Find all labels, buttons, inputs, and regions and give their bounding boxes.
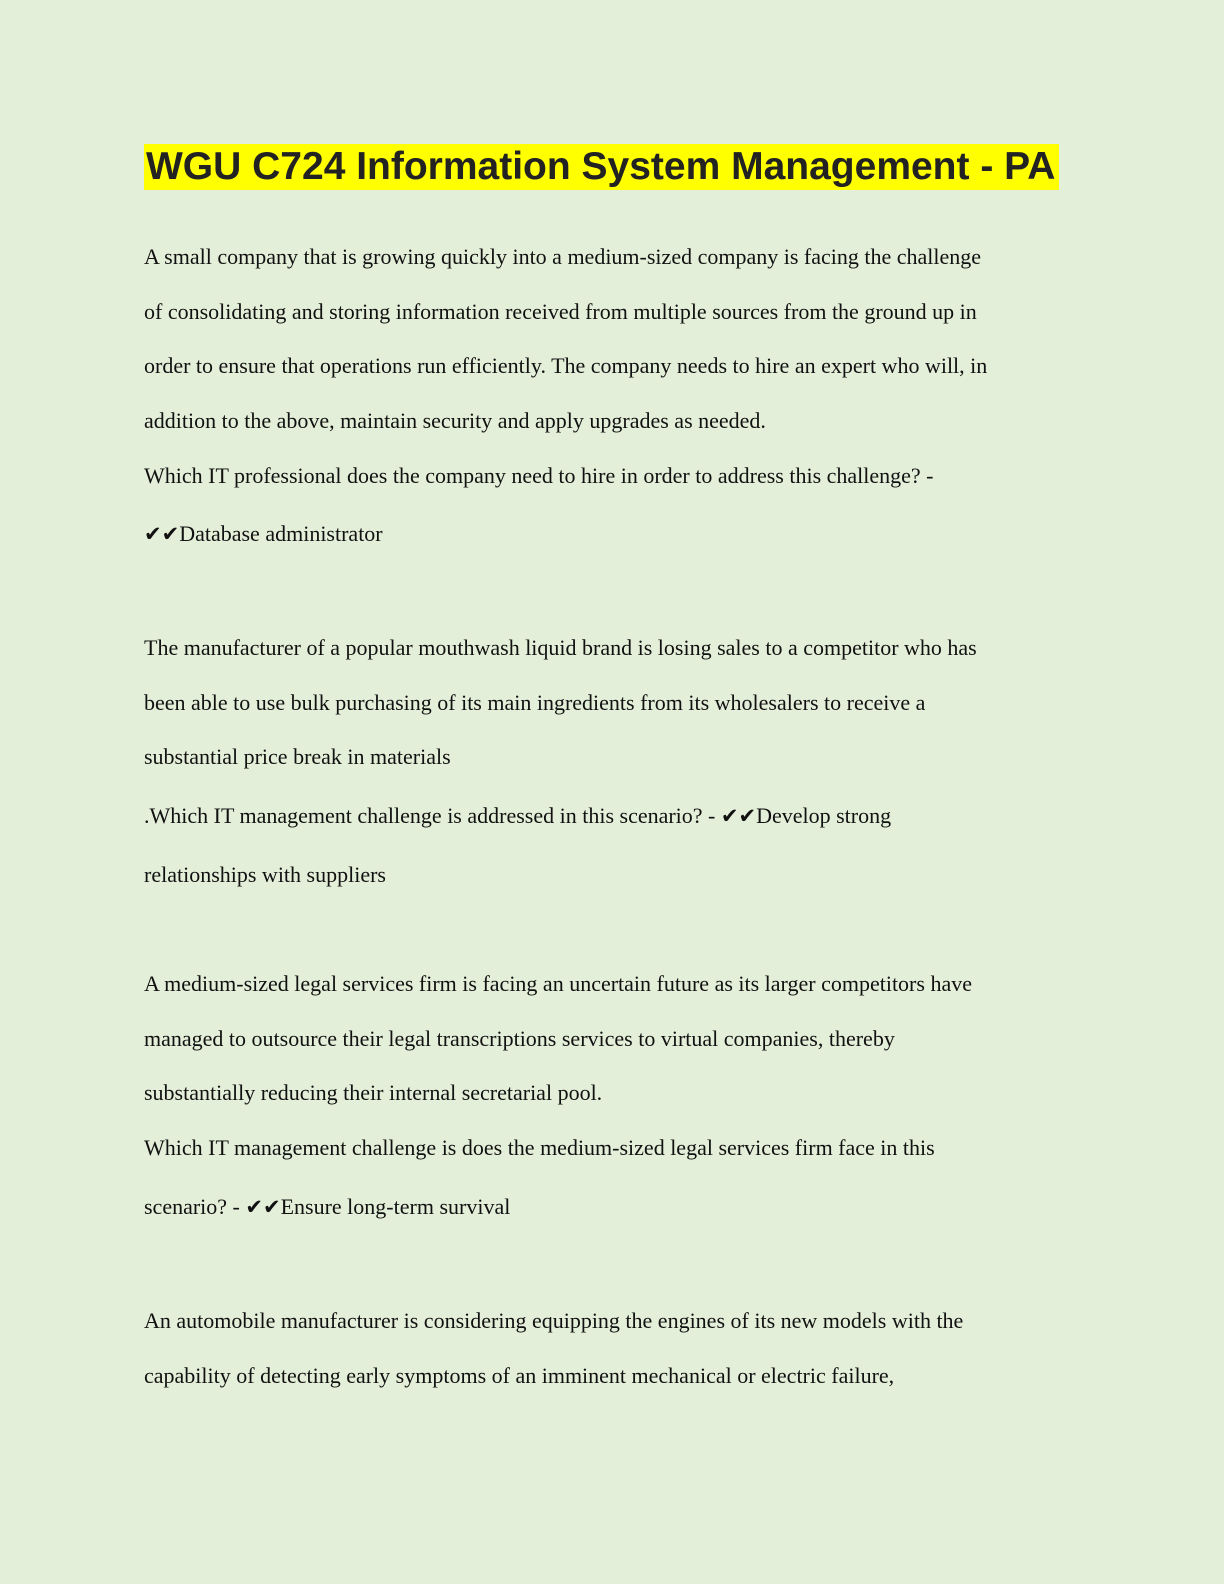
question-text: .Which IT management challenge is addressed in this scenario? - <box>144 803 721 828</box>
check-mark-icon: ✔✔ <box>144 522 180 546</box>
question-1-line-1: A small company that is growing quickly into a medium-sized company is facing the challenge <box>144 244 982 269</box>
question-1-answer <box>144 521 383 547</box>
check-mark-icon: ✔✔ <box>245 1195 281 1219</box>
check-mark-icon: ✔✔ <box>720 804 757 828</box>
question-text: scenario? - <box>144 1194 246 1219</box>
question-3-line-4: Which IT management challenge is does the medium-sized legal services firm face in this <box>144 1135 935 1160</box>
document-title: WGU C724 Information System Management - PA <box>144 144 1059 190</box>
question-2-answer-continued: relationships with suppliers <box>144 862 386 887</box>
answer-text: Ensure long-term survival <box>280 1194 511 1219</box>
answer-text: Database administrator <box>179 521 383 546</box>
document-page <box>144 0 1084 1584</box>
question-3-line-3: substantially reducing their internal secretarial pool. <box>144 1080 603 1105</box>
question-2-line-1: The manufacturer of a popular mouthwash liquid brand is losing sales to a competitor who has <box>144 635 977 660</box>
question-4-line-2: capability of detecting early symptoms of an imminent mechanical or electric failure, <box>144 1363 895 1388</box>
question-2-line-3: substantial price break in materials <box>144 744 451 769</box>
question-4-line-1: An automobile manufacturer is considering equipping the engines of its new models with the <box>144 1308 964 1333</box>
question-1-line-4: addition to the above, maintain security and apply upgrades as needed. <box>144 408 766 433</box>
question-3-answer <box>144 1194 510 1220</box>
answer-text: Develop strong <box>756 803 892 828</box>
question-1-line-3: order to ensure that operations run efficiently. The company needs to hire an expert who will, in <box>144 353 988 378</box>
question-2-answer <box>144 803 891 829</box>
question-2-line-2: been able to use bulk purchasing of its main ingredients from its wholesalers to receive a <box>144 690 926 715</box>
question-3-line-1: A medium-sized legal services firm is facing an uncertain future as its larger competitors have <box>144 971 972 996</box>
question-1-line-5: Which IT professional does the company need to hire in order to address this challenge? - <box>144 463 934 488</box>
question-3-line-2: managed to outsource their legal transcriptions services to virtual companies, thereby <box>144 1026 895 1051</box>
question-1-line-2: of consolidating and storing information received from multiple sources from the ground up in <box>144 299 977 324</box>
